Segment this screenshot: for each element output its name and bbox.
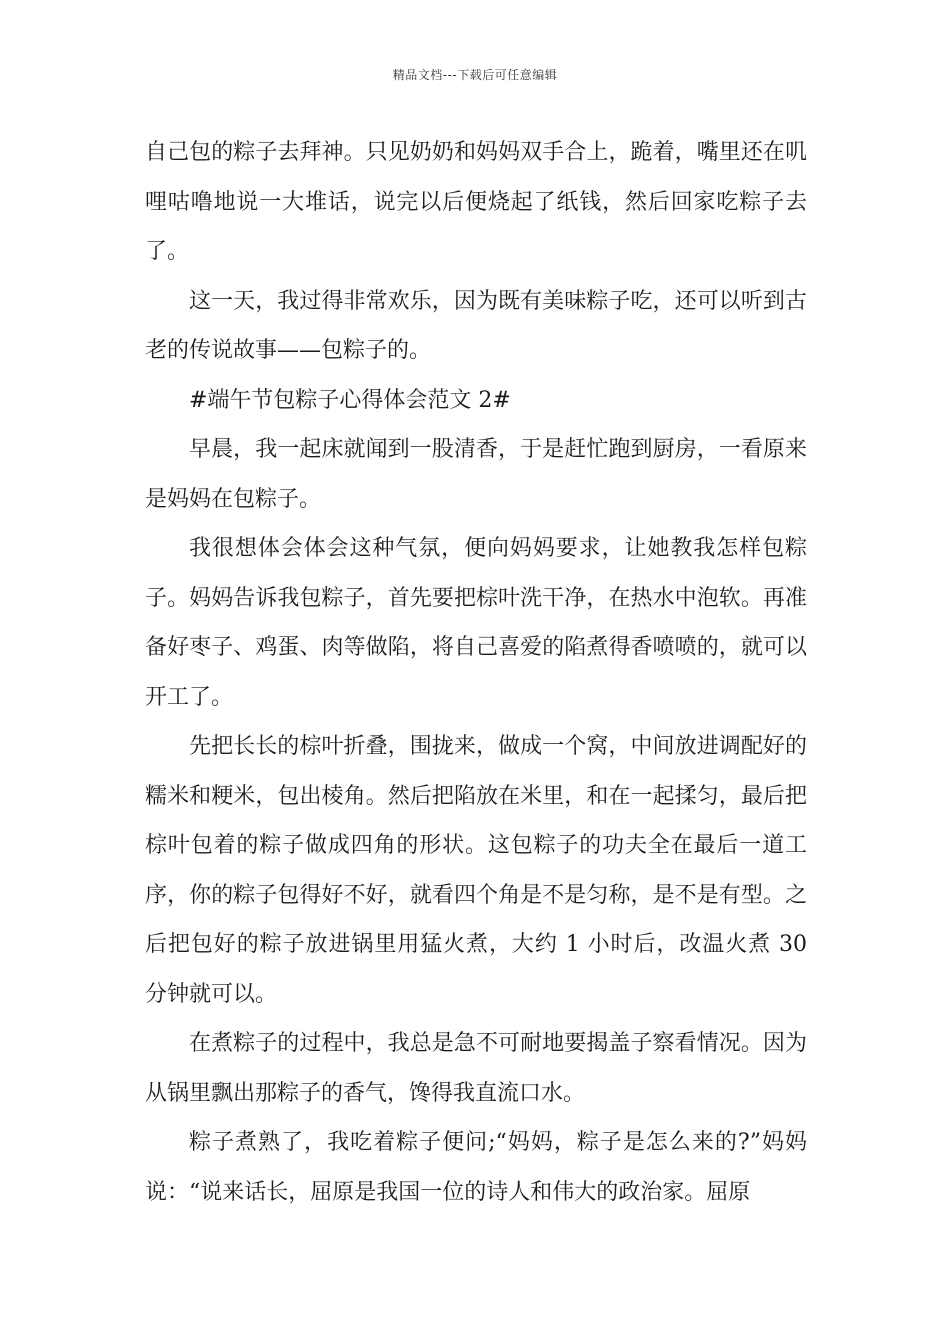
paragraph: 自己包的粽子去拜神。只见奶奶和妈妈双手合上，跪着，嘴里还在叽哩咕噜地说一大堆话，说完以后便烧起了纸钱，然后回家吃粽子去了。 (145, 140, 807, 264)
paragraph: 粽子煮熟了，我吃着粽子便问;“妈妈，粽子是怎么来的?”妈妈说：“说来话长，屈原是我国一位的诗人和伟大的政治家。屈原 (145, 1130, 807, 1205)
paragraph: 我很想体会体会这种气氛，便向妈妈要求，让她教我怎样包粽子。妈妈告诉我包粽子，首先要把棕叶洗干净，在热水中泡软。再准备好枣子、鸡蛋、肉等做陷，将自己喜爱的陷煮得香喷喷的，就可以开工了。 (145, 536, 807, 710)
section-heading: #端午节包粽子心得体会范文 2# (189, 387, 511, 413)
paragraph: 在煮粽子的过程中，我总是急不可耐地要揭盖子察看情况。因为从锅里飘出那粽子的香气，馋得我直流口水。 (145, 1031, 807, 1106)
document-body (145, 128, 807, 1217)
page-header: 精品文档---下载后可任意编辑 (392, 68, 558, 82)
paragraph: 早晨，我一起床就闻到一股清香，于是赶忙跑到厨房，一看原来是妈妈在包粽子。 (145, 437, 807, 512)
paragraph: 这一天，我过得非常欢乐，因为既有美味粽子吃，还可以听到古老的传说故事——包粽子的。 (145, 288, 807, 363)
paragraph: 先把长长的棕叶折叠，围拢来，做成一个窝，中间放进调配好的糯米和粳米，包出棱角。然后把陷放在米里，和在一起揉匀，最后把棕叶包着的粽子做成四角的形状。这包粽子的功夫全在最后一道工序，你的粽子包得好不好，就看四个角是不是匀称，是不是有型。之后把包好的粽子放进锅里用猛火煮，大约 1 小时后，改温火煮 30 分钟就可以。 (145, 734, 807, 1007)
